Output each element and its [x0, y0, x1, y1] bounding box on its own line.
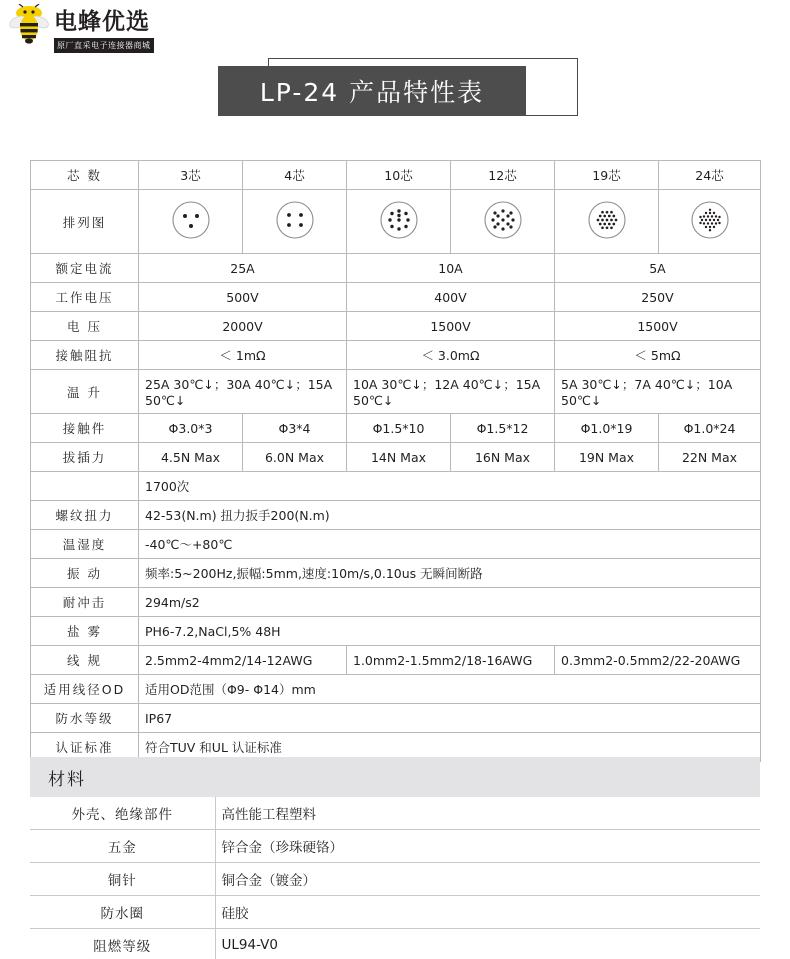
- material-value-1: 锌合金（珍珠硬铬）: [215, 830, 760, 863]
- page-title: LP-24 产品特性表: [218, 66, 526, 116]
- table-row: [31, 312, 761, 341]
- current-value-2: 10A: [347, 254, 555, 283]
- core-4: 4芯: [243, 161, 347, 190]
- core-12: 12芯: [451, 161, 555, 190]
- insertion-10: 14N Max: [347, 443, 451, 472]
- voltage-2: 1500V: [347, 312, 555, 341]
- table-row: [31, 414, 761, 443]
- pin-layout-4: [243, 190, 347, 254]
- table-row: [31, 254, 761, 283]
- temp-rise-1: 25A 30℃↓；30A 40℃↓；15A 50℃↓: [139, 370, 347, 414]
- waterproof-value: IP67: [139, 704, 761, 733]
- pin-layout-3: [139, 190, 243, 254]
- voltage-1: 2000V: [139, 312, 347, 341]
- core-24: 24芯: [659, 161, 761, 190]
- table-row: [31, 443, 761, 472]
- material-key-0: 外壳、绝缘部件: [30, 797, 215, 830]
- working-voltage-3: 250V: [555, 283, 761, 312]
- working-voltage-1: 500V: [139, 283, 347, 312]
- table-row: [31, 559, 761, 588]
- vibration-value: 频率:5~200Hz,振幅:5mm,速度:10m/s,0.10us 无瞬间断路: [139, 559, 761, 588]
- table-row: [31, 370, 761, 414]
- connector-4pin-icon: [272, 197, 318, 243]
- salt-spray-label: 盐 雾: [31, 617, 139, 646]
- brand-logo: [8, 4, 154, 54]
- table-row: [30, 797, 760, 830]
- insertion-force-label: 拔插力: [31, 443, 139, 472]
- core-10: 10芯: [347, 161, 451, 190]
- od-value: 适用OD范围（Φ9- Φ14）mm: [139, 675, 761, 704]
- table-row: [31, 646, 761, 675]
- insertion-3: 4.5N Max: [139, 443, 243, 472]
- resistance-2: ＜ 3.0mΩ: [347, 341, 555, 370]
- material-key-1: 五金: [30, 830, 215, 863]
- material-value-4: UL94-V0: [215, 929, 760, 959]
- table-row: [31, 472, 761, 501]
- temp-humidity-label: 温湿度: [31, 530, 139, 559]
- material-heading: 材料: [30, 757, 760, 797]
- logo-subtitle: 原厂直采电子连接器商城: [54, 38, 154, 53]
- core-19: 19芯: [555, 161, 659, 190]
- insertion-4: 6.0N Max: [243, 443, 347, 472]
- working-voltage-label: 工作电压: [31, 283, 139, 312]
- table-row: [31, 530, 761, 559]
- resistance-label: 接触阻抗: [31, 341, 139, 370]
- wire-gauge-1: 2.5mm2-4mm2/14-12AWG: [139, 646, 347, 675]
- torque-label: 螺纹扭力: [31, 501, 139, 530]
- wire-gauge-3: 0.3mm2-0.5mm2/22-20AWG: [555, 646, 761, 675]
- specification-table: [30, 160, 761, 762]
- working-voltage-2: 400V: [347, 283, 555, 312]
- insertion-12: 16N Max: [451, 443, 555, 472]
- table-row: [30, 830, 760, 863]
- waterproof-label: 防水等级: [31, 704, 139, 733]
- page-title-banner: [218, 58, 578, 118]
- resistance-3: ＜ 5mΩ: [555, 341, 761, 370]
- table-row: [31, 283, 761, 312]
- cycles-value: 1700次: [139, 472, 761, 501]
- current-value-3: 5A: [555, 254, 761, 283]
- logo-text-block: [54, 4, 154, 53]
- connector-3pin-icon: [168, 197, 214, 243]
- cores-label: 芯 数: [31, 161, 139, 190]
- table-row: [31, 341, 761, 370]
- vibration-label: 振 动: [31, 559, 139, 588]
- material-key-2: 铜针: [30, 863, 215, 896]
- connector-24pin-icon: [687, 197, 733, 243]
- contact-12: Φ1.5*12: [451, 414, 555, 443]
- table-row: [30, 929, 760, 959]
- temp-humidity-value: -40℃～+80℃: [139, 530, 761, 559]
- resistance-1: ＜ 1mΩ: [139, 341, 347, 370]
- table-row: [31, 675, 761, 704]
- table-row: [31, 704, 761, 733]
- wire-gauge-2: 1.0mm2-1.5mm2/18-16AWG: [347, 646, 555, 675]
- table-row: [30, 896, 760, 929]
- wire-gauge-label: 线 规: [31, 646, 139, 675]
- contact-3: Φ3.0*3: [139, 414, 243, 443]
- temp-rise-2: 10A 30℃↓；12A 40℃↓；15A 50℃↓: [347, 370, 555, 414]
- voltage-label: 电 压: [31, 312, 139, 341]
- contact-19: Φ1.0*19: [555, 414, 659, 443]
- insertion-24: 22N Max: [659, 443, 761, 472]
- contact-label: 接触件: [31, 414, 139, 443]
- bee-icon: [8, 4, 50, 54]
- od-label: 适用线径OD: [31, 675, 139, 704]
- voltage-3: 1500V: [555, 312, 761, 341]
- cycles-label: [31, 472, 139, 501]
- temp-rise-3: 5A 30℃↓；7A 40℃↓；10A 50℃↓: [555, 370, 761, 414]
- table-row: [31, 617, 761, 646]
- pin-layout-24: [659, 190, 761, 254]
- connector-10pin-icon: [376, 197, 422, 243]
- temp-rise-label: 温 升: [31, 370, 139, 414]
- connector-12pin-icon: [480, 197, 526, 243]
- material-section: [30, 757, 760, 959]
- insertion-19: 19N Max: [555, 443, 659, 472]
- table-row: [31, 161, 761, 190]
- current-value-1: 25A: [139, 254, 347, 283]
- material-table: [30, 797, 760, 959]
- salt-spray-value: PH6-7.2,NaCl,5% 48H: [139, 617, 761, 646]
- certification-label: 认证标准: [31, 733, 139, 762]
- pin-layout-10: [347, 190, 451, 254]
- shock-value: 294m/s2: [139, 588, 761, 617]
- contact-10: Φ1.5*10: [347, 414, 451, 443]
- material-key-3: 防水圈: [30, 896, 215, 929]
- logo-title: 电蜂优选: [54, 9, 150, 35]
- material-key-4: 阻燃等级: [30, 929, 215, 959]
- contact-24: Φ1.0*24: [659, 414, 761, 443]
- layout-label: 排列图: [31, 190, 139, 254]
- material-value-2: 铜合金（镀金）: [215, 863, 760, 896]
- pin-layout-12: [451, 190, 555, 254]
- pin-layout-19: [555, 190, 659, 254]
- contact-4: Φ3*4: [243, 414, 347, 443]
- material-value-3: 硅胶: [215, 896, 760, 929]
- current-label: 额定电流: [31, 254, 139, 283]
- torque-value: 42-53(N.m) 扭力扳手200(N.m): [139, 501, 761, 530]
- core-3: 3芯: [139, 161, 243, 190]
- connector-19pin-icon: [584, 197, 630, 243]
- table-row: [30, 863, 760, 896]
- material-value-0: 高性能工程塑料: [215, 797, 760, 830]
- table-row: [31, 501, 761, 530]
- table-row: [31, 190, 761, 254]
- certification-value: 符合TUV 和UL 认证标准: [139, 733, 761, 762]
- shock-label: 耐冲击: [31, 588, 139, 617]
- table-row: [31, 588, 761, 617]
